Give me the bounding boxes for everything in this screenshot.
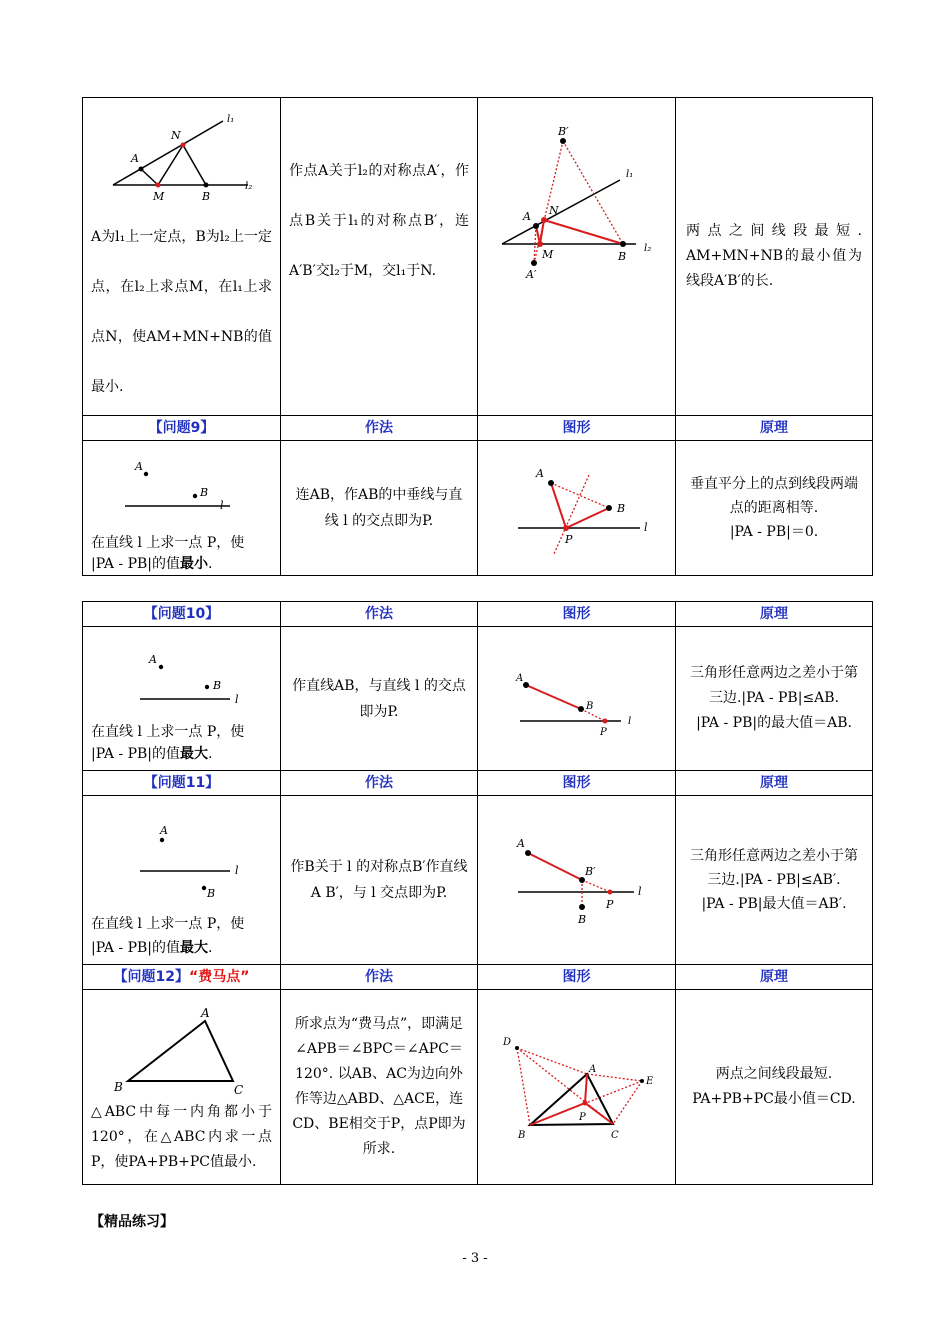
header-principle-10: 原理 [676,602,873,627]
svg-text:B: B [578,913,587,926]
svg-text:A: A [589,1064,597,1075]
figure-problem-8-diagram [83,98,280,208]
svg-text:M: M [153,190,165,203]
figure-problem-10-diagram [83,627,280,721]
problem-9-cell [83,441,281,576]
svg-text:P: P [606,898,614,911]
problem-12-cell [83,990,281,1185]
problem-12-text: △ABC中每一内角都小于120°，在△ABC内求一点P，使PA+PB+PC值最小. [91,1104,272,1170]
method-11-cell [281,796,478,965]
svg-text:N: N [171,129,181,142]
svg-text:l: l [235,864,239,877]
problem-11-cell [83,796,281,965]
header-problem-9 [83,416,873,441]
title-problem-12: 【问题12】“费马点” [83,965,281,990]
page-number: - 3 - [462,1251,488,1266]
svg-text:B: B [200,486,209,499]
svg-text:C: C [611,1130,619,1141]
header-problem-11 [83,771,873,796]
svg-text:P: P [565,532,573,546]
svg-text:B′: B′ [585,865,596,878]
figure-problem-11-diagram [83,796,280,912]
row-problem-10 [83,627,873,771]
svg-text:B: B [618,250,627,263]
figure-10-diagram [478,627,675,770]
header-figure-9: 图形 [478,416,676,441]
header-problem-10 [83,602,873,627]
header-method-12: 作法 [281,965,478,990]
problem-10-cell [83,627,281,771]
method-10-text: 作直线AB，与直线 l 的交点即为P. [292,677,466,720]
principle-10-text: 三角形任意两边之差小于第三边.|PA - PB|≤AB. |PA - PB|的最大值＝AB. [690,665,858,731]
table-problems-8-9 [82,97,873,576]
header-figure-11: 图形 [478,771,676,796]
row-problem-12 [83,990,873,1185]
svg-text:l₁: l₁ [626,169,634,180]
figure-problem-9-diagram [83,441,280,531]
figure-problem-12-diagram [83,990,280,1100]
svg-text:A: A [135,460,143,473]
svg-text:A: A [516,673,524,684]
problem-11-text: 在直线 l 上求一点 P，使 |PA - PB|的值最大. [91,916,245,956]
figure-9-diagram [478,442,675,575]
title-problem-9: 【问题9】 [83,416,281,441]
svg-text:A: A [523,210,531,223]
header-principle-9: 原理 [676,416,873,441]
svg-text:P: P [600,727,607,738]
svg-text:B: B [518,1130,526,1141]
principle-9-cell [676,441,873,576]
svg-text:B: B [202,190,211,203]
svg-text:P: P [579,1112,586,1123]
svg-text:l: l [220,499,224,512]
svg-text:M: M [542,248,554,261]
header-figure-10: 图形 [478,602,676,627]
svg-text:A: A [536,466,544,480]
row-problem-9 [83,441,873,576]
method-9-cell [281,441,478,576]
svg-text:N: N [549,204,559,217]
svg-text:B′: B′ [558,125,569,138]
row-problem-8 [83,98,873,416]
header-method-9: 作法 [281,416,478,441]
svg-text:C: C [234,1083,244,1097]
method-8-text: 作点A关于l₂的对称点A′，作点B关于l₁的对称点B′，连A′B′交l₂于M，交l₁于N. [289,163,469,279]
principle-10-cell [676,627,873,771]
principle-11-cell [676,796,873,965]
row-problem-11 [83,796,873,965]
svg-text:l₂: l₂ [245,181,253,192]
svg-text:l₁: l₁ [227,114,235,125]
figure-11-cell [478,796,676,965]
header-problem-12 [83,965,873,990]
svg-text:B: B [207,887,216,900]
svg-text:A: A [201,1006,210,1020]
principle-12-text: 两点之间线段最短. PA+PB+PC最小值＝CD. [692,1066,856,1107]
svg-text:E: E [646,1076,654,1087]
method-11-text: 作B关于 l 的对称点B′作直线A B′，与 l 交点即为P. [290,859,468,901]
problem-10-text: 在直线 l 上求一点 P，使 |PA - PB|的值最大. [91,724,245,762]
title-problem-11: 【问题11】 [83,771,281,796]
figure-9-cell [478,441,676,576]
figure-10-cell [478,627,676,771]
practice-heading: 【精品练习】 [90,1214,174,1230]
figure-12-diagram [478,990,675,1184]
method-12-cell [281,990,478,1185]
principle-9-text: 垂直平分上的点到线段两端点的距离相等. |PA - PB|＝0. [690,476,858,540]
svg-text:l: l [628,716,632,727]
principle-8-cell [676,98,873,416]
svg-text:A: A [160,824,168,837]
figure-11-diagram [478,796,675,964]
figure-12-cell [478,990,676,1185]
figure-8-diagram [478,98,675,415]
method-8-cell [281,98,478,416]
header-principle-11: 原理 [676,771,873,796]
svg-text:l: l [644,520,648,534]
title-problem-10: 【问题10】 [83,602,281,627]
method-9-text: 连AB，作AB的中垂线与直线 l 的交点即为P. [295,487,463,529]
svg-text:l: l [235,693,239,706]
principle-12-cell [676,990,873,1185]
svg-text:B: B [586,701,594,712]
method-10-cell [281,627,478,771]
svg-text:B: B [617,501,626,515]
svg-text:A: A [131,152,139,165]
principle-11-text: 三角形任意两边之差小于第三边.|PA - PB|≤AB′. |PA - PB|最大值＝AB′. [690,848,858,912]
problem-8-text: A为l₁上一定点，B为l₂上一定点，在l₂上求点M，在l₁上求点N，使AM+MN+NB的值最小. [91,229,272,395]
table-problems-10-12 [82,601,873,1185]
svg-text:D: D [503,1037,512,1048]
problem-8-cell [83,98,281,416]
header-method-10: 作法 [281,602,478,627]
header-method-11: 作法 [281,771,478,796]
svg-text:B: B [213,679,222,692]
principle-8-text: 两点之间线段最短. AM+MN+NB的最小值为线段A′B′的长. [686,223,862,289]
svg-text:A′: A′ [526,268,537,281]
svg-text:A: A [149,653,157,666]
svg-text:l₂: l₂ [644,243,652,254]
svg-text:B: B [114,1080,123,1094]
header-figure-12: 图形 [478,965,676,990]
figure-8-cell [478,98,676,416]
method-12-text: 所求点为“费马点”，即满足∠APB＝∠BPC＝∠APC＝120°. 以AB、AC为边向外作等边△ABD、△ACE，连CD、BE相交于P，点P即为所求. [292,1016,466,1157]
svg-text:l: l [638,885,642,898]
svg-text:A: A [517,837,525,850]
problem-9-text: 在直线 l 上求一点 P，使 |PA - PB|的值最小. [91,535,245,572]
header-principle-12: 原理 [676,965,873,990]
